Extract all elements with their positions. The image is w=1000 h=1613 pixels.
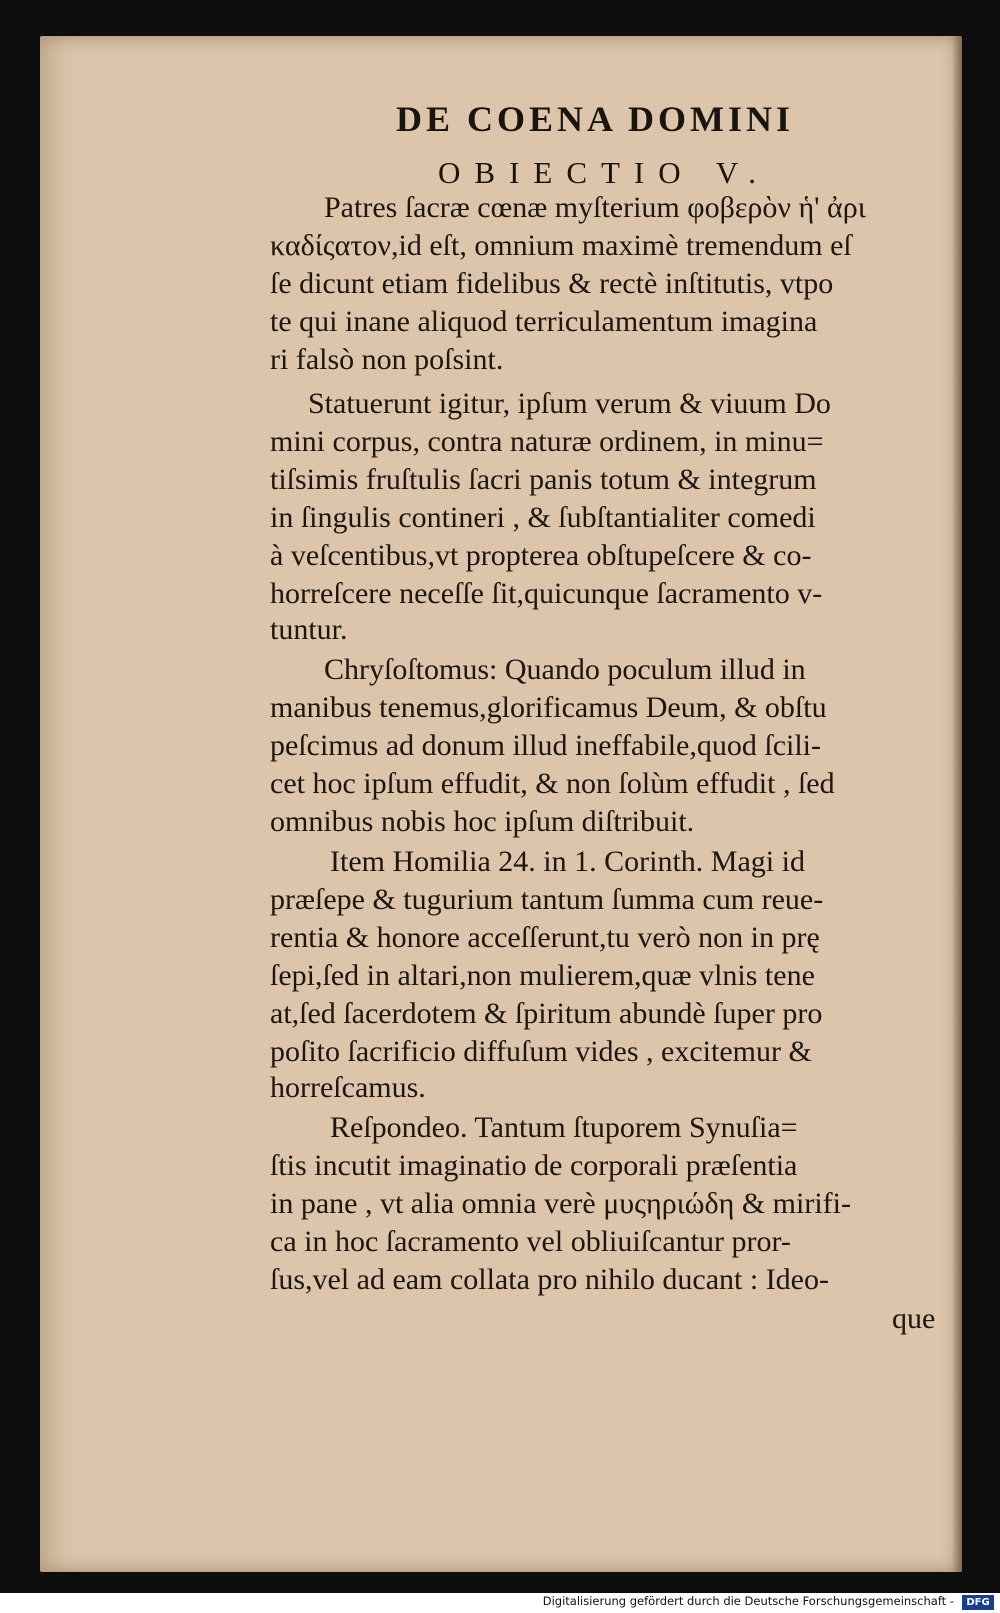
text-line: horreſcamus. — [270, 1071, 426, 1104]
text-line: te qui inane aliquod terriculamentum imagina — [270, 305, 818, 338]
running-title: DE COENA DOMINI — [396, 99, 795, 139]
text-line: ſepi,ſed in altari,non mulierem,quæ vlnis tene — [270, 959, 815, 992]
text-line: Item Homilia 24. in 1. Corinth. Magi id — [330, 845, 805, 878]
text-line: manibus tenemus,glorificamus Deum, & obſtu — [270, 691, 827, 724]
text-line: peſcimus ad donum illud ineffabile,quod ſcili- — [270, 729, 822, 762]
text-line: in ſingulis contineri , & ſubſtantialiter comedi — [270, 501, 816, 534]
text-line: Statuerunt igitur, ipſum verum & viuum Do — [308, 387, 831, 420]
text-line: à veſcentibus,vt propterea obſtupeſcere & co- — [270, 539, 812, 572]
text-line: rentia & honore acceſſerunt,tu verò non in prę — [270, 921, 820, 954]
dfg-logo: DFG — [962, 1595, 994, 1610]
text-line: horreſcere neceſſe ſit,quicunque ſacramento v- — [270, 577, 823, 610]
text-line: Patres ſacræ cœnæ myſterium φοβερὸν ἡ' ἀρι — [324, 191, 866, 224]
text-line: καδίςατον,id eſt, omnium maximè tremendum eſ — [270, 229, 852, 262]
text-line: ſe dicunt etiam fidelibus & rectè inſtitutis, vtpo — [270, 267, 834, 300]
text-line: poſito ſacrificio diffuſum vides , excitemur & — [270, 1035, 812, 1068]
text-line: præſepe & tugurium tantum ſumma cum reue- — [270, 883, 824, 916]
text-line: in pane , vt alia omnia verè μυςηριώδη & mirifi- — [270, 1187, 851, 1220]
footer-bar — [0, 1593, 1000, 1613]
text-line: ca in hoc ſacramento vel obliuiſcantur pror- — [270, 1225, 791, 1258]
text-line: omnibus nobis hoc ipſum diſtribuit. — [270, 805, 695, 838]
text-line: at,ſed ſacerdotem & ſpiritum abundè ſuper pro — [270, 997, 823, 1030]
section-title: OBIECTIO V. — [438, 155, 770, 190]
text-line: ſus,vel ad eam collata pro nihilo ducant : Ideo- — [270, 1263, 829, 1296]
catchword: que — [892, 1302, 936, 1335]
footer-credit: Digitalisierung gefördert durch die Deutsche Forschungsgemeinschaft - — [542, 1594, 954, 1608]
text-line: ſtis incutit imaginatio de corporali præſentia — [270, 1149, 798, 1182]
text-line: Chryſoſtomus: Quando poculum illud in — [324, 653, 806, 686]
text-line: tuntur. — [270, 613, 348, 646]
page-edge-shadow — [952, 36, 962, 1572]
text-line: cet hoc ipſum effudit, & non ſolùm effudit , ſed — [270, 767, 835, 800]
text-line: ri falsò non poſsint. — [270, 343, 504, 376]
text-line: tiſsimis fruſtulis ſacri panis totum & integrum — [270, 463, 817, 496]
text-line: mini corpus, contra naturæ ordinem, in minu= — [270, 425, 824, 458]
text-line: Reſpondeo. Tantum ſtuporem Synuſia= — [330, 1111, 798, 1144]
